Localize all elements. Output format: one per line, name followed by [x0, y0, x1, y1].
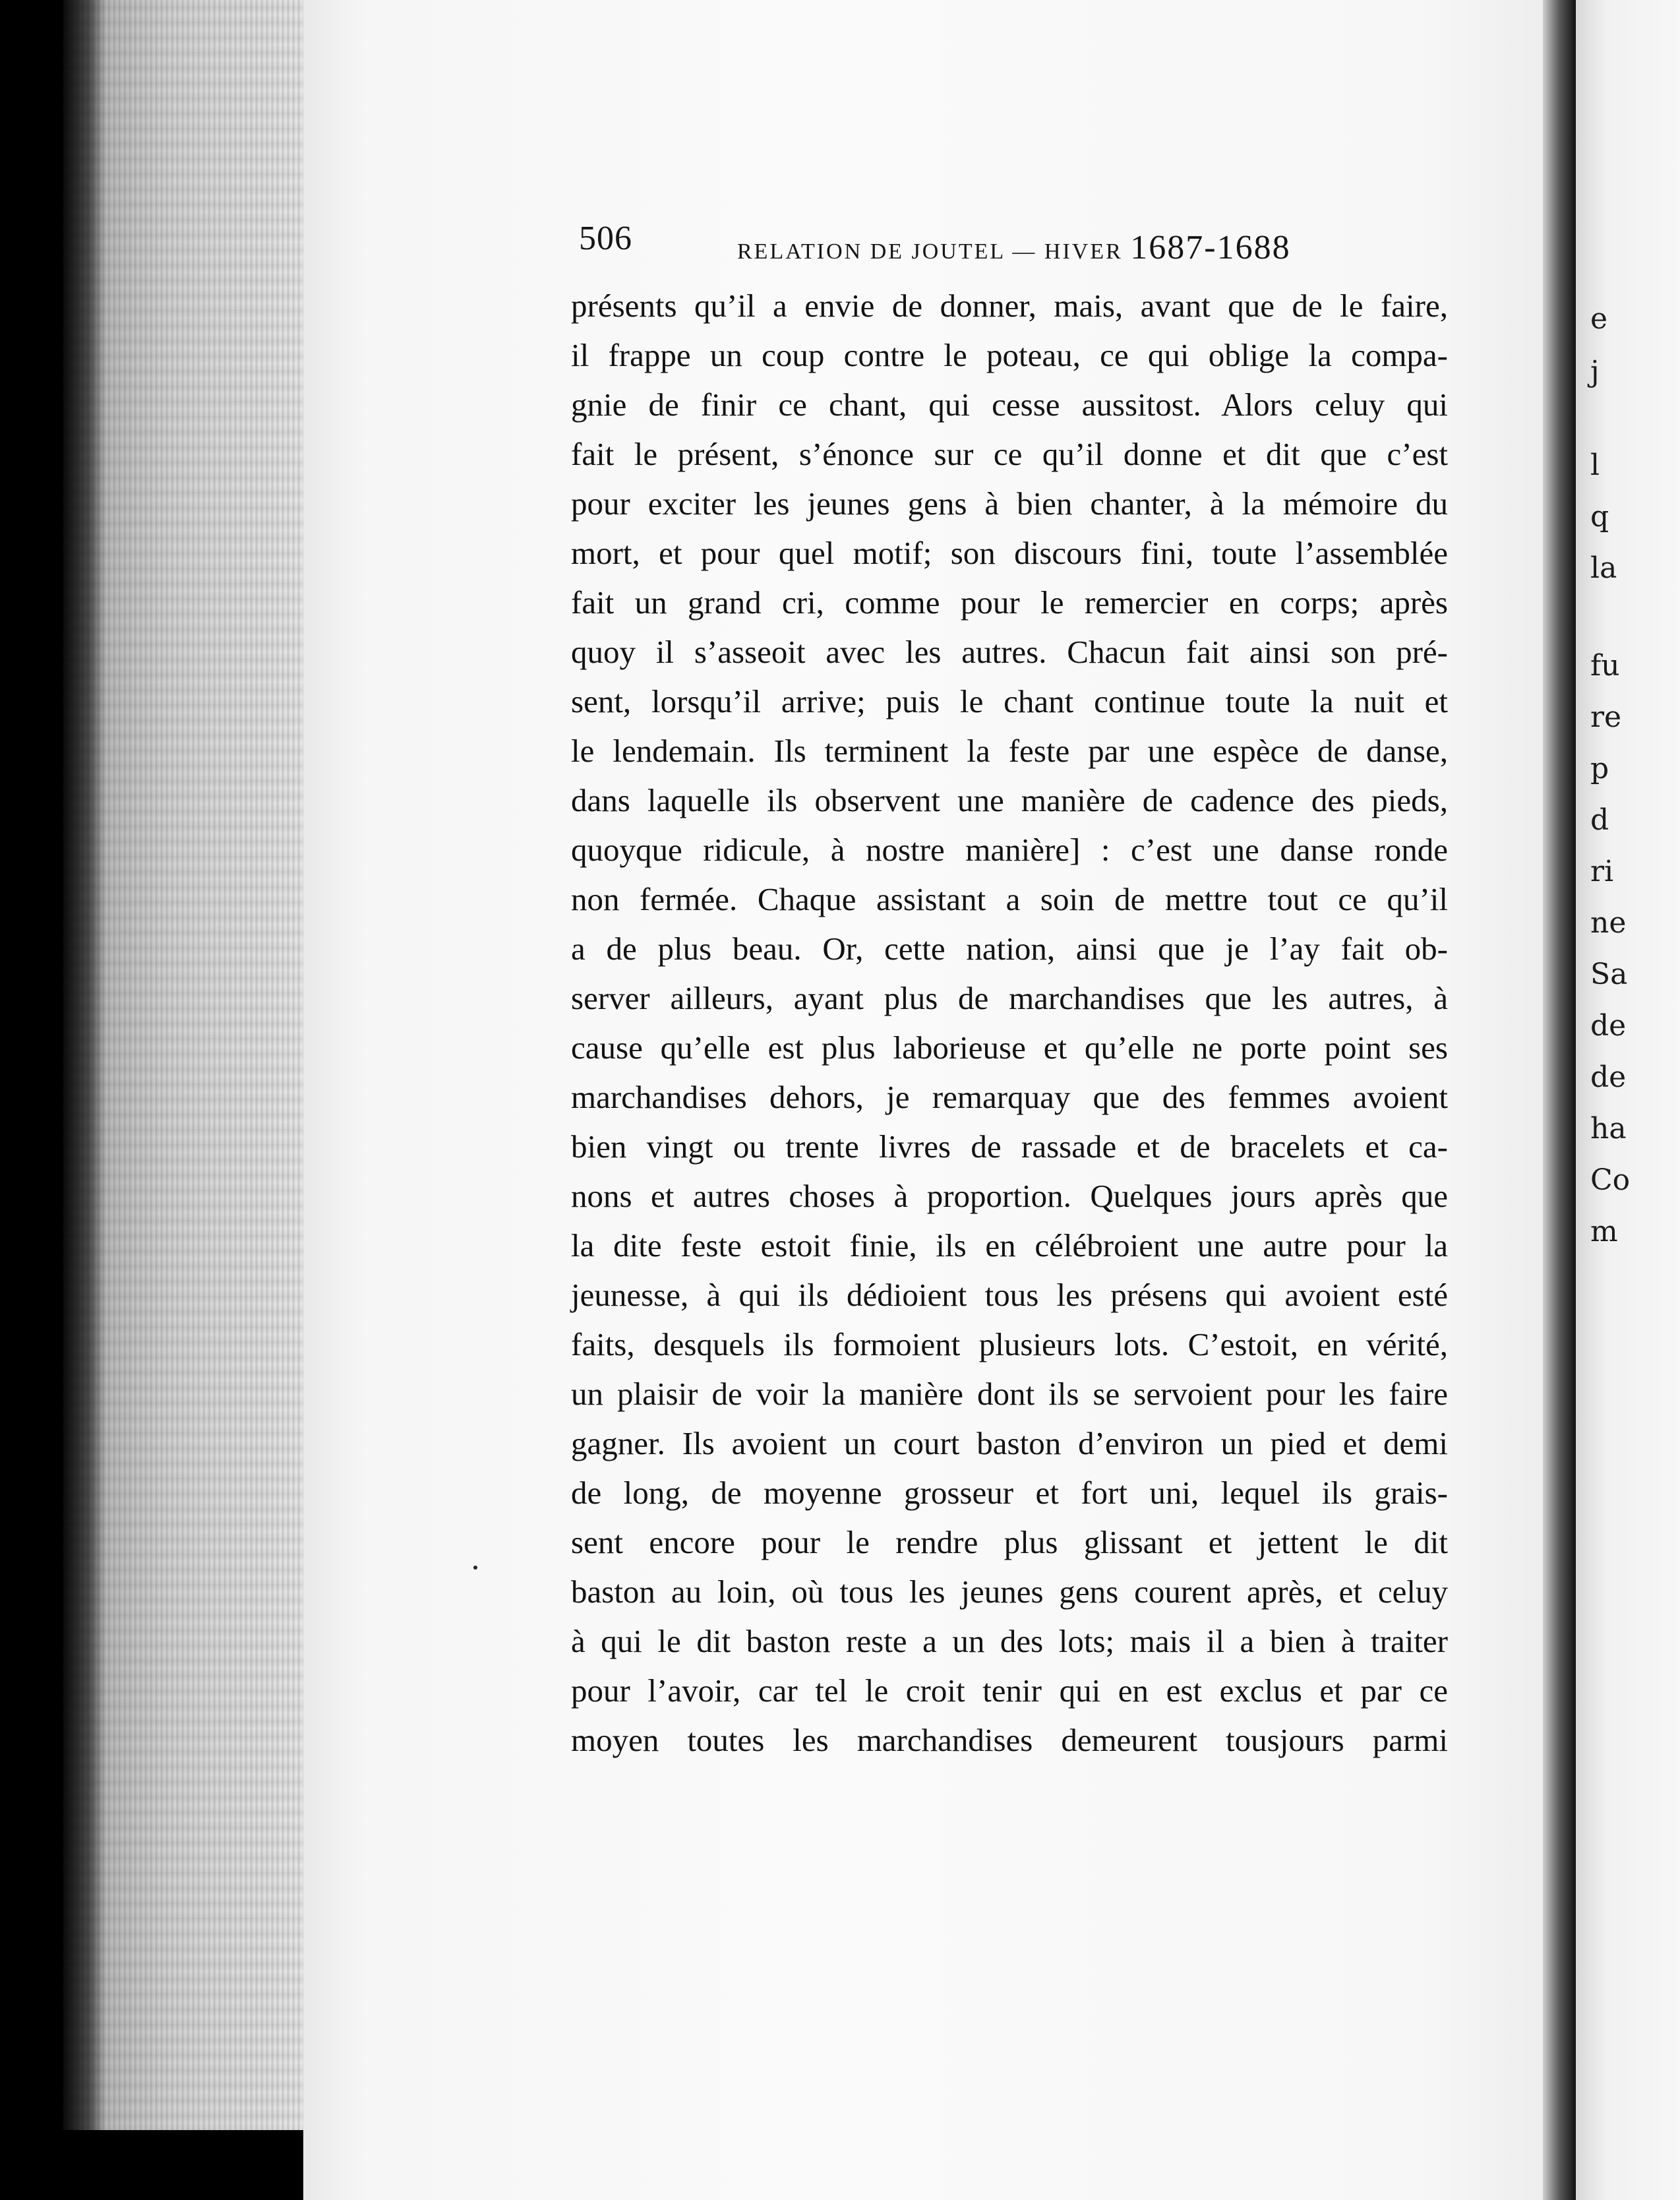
running-head	[579, 219, 1311, 265]
text-line: cause qu’elle est plus laborieuse et qu’elle ne porte point ses	[571, 1029, 1448, 1066]
text-line: présents qu’il a envie de donner, mais, avant que de le faire,	[571, 288, 1448, 324]
text-line: pour l’avoir, car tel le croit tenir qui en est exclus et par ce	[571, 1672, 1448, 1709]
text-line: fait le présent, s’énonce sur ce qu’il donne et dit que c’est	[571, 436, 1448, 472]
text-line: baston au loin, où tous les jeunes gens courent après, et celuy	[571, 1574, 1448, 1610]
facing-page-fragment: e	[1590, 302, 1608, 336]
scan-speck	[473, 1566, 477, 1570]
text-line: pour exciter les jeunes gens à bien chanter, à la mémoire du	[571, 485, 1448, 522]
text-line: gagner. Ils avoient un court baston d’environ un pied et demi	[571, 1425, 1448, 1461]
running-title-text: RELATION DE JOUTEL — HIVER	[737, 239, 1123, 264]
text-line: marchandises dehors, je remarquay que des femmes avoient	[571, 1079, 1448, 1115]
facing-page-fragment: Co	[1590, 1163, 1631, 1197]
text-line: nons et autres choses à proportion. Quelques jours après que	[571, 1178, 1448, 1214]
text-line: la dite feste estoit finie, ils en célébroient une autre pour la	[571, 1227, 1448, 1264]
text-line: il frappe un coup contre le poteau, ce qui oblige la compa-	[571, 337, 1448, 373]
page-number: 506	[579, 220, 632, 257]
text-line: le lendemain. Ils terminent la feste par une espèce de danse,	[571, 733, 1448, 769]
scan-border-shadow	[0, 0, 105, 2200]
text-line: à qui le dit baston reste a un des lots; mais il a bien à traiter	[571, 1623, 1448, 1659]
text-line: de long, de moyenne grosseur et fort uni, lequel ils grais-	[571, 1475, 1448, 1511]
facing-page-fragment: j	[1590, 355, 1600, 388]
text-line: server ailleurs, ayant plus de marchandises que les autres, à	[571, 980, 1448, 1016]
text-line: moyen toutes les marchandises demeurent tousjours parmi	[571, 1722, 1448, 1758]
facing-page-fragment: m	[1590, 1215, 1618, 1248]
running-title	[737, 228, 1291, 267]
running-title-year: 1687-1688	[1130, 229, 1291, 266]
facing-page-fragment: ri	[1590, 855, 1614, 888]
facing-page-fragment: ha	[1590, 1112, 1627, 1146]
text-line: quoyque ridicule, à nostre manière] : c’est une danse ronde	[571, 832, 1448, 868]
facing-page-fragment: q	[1590, 500, 1609, 534]
text-line: faits, desquels ils formoient plusieurs lots. C’estoit, en vérité,	[571, 1326, 1448, 1362]
text-line: dans laquelle ils observent une manière de cadence des pieds,	[571, 782, 1448, 818]
facing-page-fragment: la	[1590, 551, 1617, 585]
facing-page-fragment: de	[1590, 1009, 1627, 1043]
text-line: non fermée. Chaque assistant a soin de mettre tout ce qu’il	[571, 881, 1448, 917]
text-line: gnie de finir ce chant, qui cesse aussitost. Alors celuy qui	[571, 386, 1448, 423]
body-text	[571, 281, 1448, 1765]
text-line: sent, lorsqu’il arrive; puis le chant continue toute la nuit et	[571, 683, 1448, 719]
text-line: a de plus beau. Or, cette nation, ainsi que je l’ay fait ob-	[571, 931, 1448, 967]
text-line: fait un grand cri, comme pour le remercier en corps; après	[571, 584, 1448, 621]
facing-page-fragment: p	[1590, 752, 1609, 785]
facing-page-fragment: l	[1590, 448, 1600, 482]
facing-page-fragment: Sa	[1590, 958, 1628, 991]
facing-page-fragment: ne	[1590, 906, 1627, 940]
text-line: jeunesse, à qui ils dédioient tous les présens qui avoient esté	[571, 1277, 1448, 1313]
book-gutter	[1543, 0, 1576, 2200]
facing-page-fragment: de	[1590, 1060, 1627, 1094]
text-line: quoy il s’asseoit avec les autres. Chacun fait ainsi son pré-	[571, 634, 1448, 670]
text-line: un plaisir de voir la manière dont ils se servoient pour les faire	[571, 1376, 1448, 1412]
facing-page-fragment: re	[1590, 700, 1622, 734]
facing-page	[1576, 0, 1680, 2200]
facing-page-fragment: fu	[1590, 649, 1620, 683]
text-line: mort, et pour quel motif; son discours fini, toute l’assemblée	[571, 535, 1448, 571]
text-line: sent encore pour le rendre plus glissant et jettent le dit	[571, 1524, 1448, 1560]
facing-page-fragment: d	[1590, 803, 1609, 837]
text-line: bien vingt ou trente livres de rassade et de bracelets et ca-	[571, 1128, 1448, 1165]
